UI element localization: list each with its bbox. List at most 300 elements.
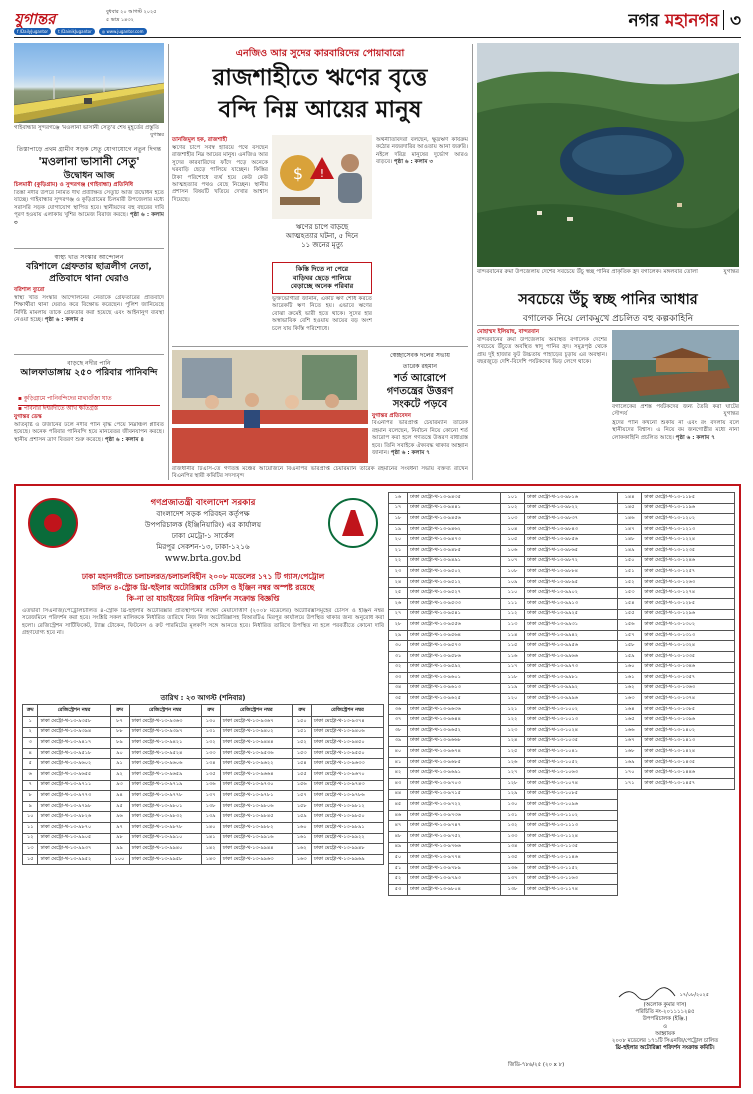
registration-cell: ঢাকা মেট্রো-থ-১৩-৯৮৯৫ <box>525 577 618 588</box>
serial-cell: ১৬২ <box>617 683 641 694</box>
serial-cell <box>617 863 641 874</box>
registration-cell: ঢাকা মেট্রো-থ-১৩-৯৭৪৭ <box>408 821 501 832</box>
bridge-kicker: তিস্তাপাড়ে প্রথম গ্রামীণ সড়ক সেতু যোগাযোগে নতুন দিগন্ত <box>16 146 162 153</box>
serial-cell: ১২৪ <box>500 736 524 747</box>
registration-cell: ঢাকা মেট্রো-থ-১৩-৯৭৮১ <box>220 791 292 802</box>
serial-cell: ৯২ <box>110 769 129 780</box>
lake-headline[interactable]: সবচেয়ে উঁচু স্বচ্ছ পানির আধার <box>518 292 698 308</box>
serial-cell: ১১১ <box>500 598 524 609</box>
serial-cell: ১০১ <box>500 493 524 504</box>
registration-cell: ঢাকা মেট্রো-থ-১৩-৯৭৮৯ <box>408 863 501 874</box>
serial-cell: ২৪ <box>389 577 408 588</box>
table-row <box>389 757 735 768</box>
registration-cell: ঢাকা মেট্রো-থ-১৩-৯৯১০ <box>129 833 201 844</box>
registration-cell: ঢাকা মেট্রো-থ-১৩-১১০২ <box>525 810 618 821</box>
table-row <box>389 662 735 673</box>
serial-cell <box>617 810 641 821</box>
registration-cell: ঢাকা মেট্রো-থ-১৩-৯৭৭৮ <box>129 791 201 802</box>
serial-cell: ১৬৯ <box>617 757 641 768</box>
registration-cell: ঢাকা মেট্রো-থ-১৩-৯৮৮৪ <box>525 567 618 578</box>
registration-cell: ঢাকা মেট্রো-থ-১৩-৯৭১১ <box>38 780 110 791</box>
table-row <box>389 630 735 641</box>
registration-cell: ঢাকা মেট্রো-থ-১৩-৯৭৩০ <box>220 780 292 791</box>
jump-link[interactable]: পৃষ্ঠা ৬ : কলাম ৪ <box>104 436 145 443</box>
serial-cell: ৮৮ <box>110 727 129 738</box>
registration-cell: ঢাকা মেট্রো-থ-১৩-৯৬২৫ <box>408 694 501 705</box>
registration-cell: ঢাকা মেট্রো-থ-১৩-৯৮৬৫ <box>525 545 618 556</box>
serial-cell: ১৫ <box>23 854 38 865</box>
registration-cell: ঢাকা মেট্রো-থ-১৩-৯৭৬৬ <box>408 842 501 853</box>
registration-cell: ঢাকা মেট্রো-থ-১৩-৯৭৯৮ <box>38 801 110 812</box>
table-row <box>23 854 384 865</box>
registration-cell: ঢাকা মেট্রো-থ-১৩-৯৮৭৮ <box>129 822 201 833</box>
registration-cell: ঢাকা মেট্রো-থ-১৩-৯৩৯৭ <box>129 727 201 738</box>
registration-cell: ঢাকা মেট্রো-থ-১৩-১০৪১ <box>525 747 618 758</box>
bridge-illustration <box>14 43 164 123</box>
brta-logo <box>328 498 378 548</box>
infobox-line1: ঋণের চাপে বাড়ছে <box>295 223 349 231</box>
serial-cell: ১৩৫ <box>201 769 220 780</box>
registration-cell: ঢাকা মেট্রো-থ-১৩-৯৯৫৮ <box>129 854 201 865</box>
facebook-link[interactable]: f /DailyJugantor <box>14 28 51 35</box>
bridge-body: তিস্তা নদীর উপরে নির্মিত দীর্ঘ প্রতীক্ষিত সেতুটি আজ উদ্বোধন হতে যাচ্ছে। গাইবান্ধার সুন্দরগঞ্জ ও কুড়িগ্রামের চিলমারী উপজেলার মধ্যে সরাসরি সড়ক যোগাযোগ স্থাপিত হবে। স্থানীয়দের বহু বছরের দাবি পূরণ হওয়ায় এলাকায় খুশির আমেজ বিরাজ করছে। পৃষ্ঠা ৬ : কলাম ৩ <box>14 190 164 226</box>
notice-right <box>388 492 735 1084</box>
serial-cell: ১৩৩ <box>201 748 220 759</box>
lake-caption: বান্দরবানের রুমা উপজেলায় দেশের সবচেয়ে উঁচু স্বচ্ছ পানির প্রাকৃতিক হ্রদ বগালেক। মঙ্গলবার তোলা যুগান্তর <box>477 269 739 275</box>
registration-cell: ঢাকা মেট্রো-থ-১৩-৯৯৪২ <box>525 630 618 641</box>
registration-cell: ঢাকা মেট্রো-থ-১৩-৯৮০৪ <box>408 884 501 895</box>
registration-cell: ঢাকা মেট্রো-থ-১৩-১১৬৩ <box>525 874 618 885</box>
registration-cell: ঢাকা মেট্রো-থ-১৩-১৩৭৪ <box>642 694 735 705</box>
serial-cell: ৯১ <box>110 759 129 770</box>
left-registration-table <box>22 704 384 865</box>
table-header-registration: রেজিস্ট্রেশন নম্বর <box>129 705 201 717</box>
serial-cell: ১৬০ <box>292 822 311 833</box>
registration-cell: ঢাকা মেট্রো-থ-১৩-৯৯৪০ <box>129 844 201 855</box>
registration-cell: ঢাকা মেট্রো-থ-১৩-৯৫৬৪ <box>408 630 501 641</box>
registration-cell: ঢাকা মেট্রো-থ-১৩-৯৭১৯ <box>129 780 201 791</box>
table-row <box>389 768 735 779</box>
serial-cell: ১৩২ <box>201 738 220 749</box>
registration-cell: ঢাকা মেট্রো-থ-১৩-৯৬৩৩ <box>311 759 383 770</box>
serial-cell: ১০৩ <box>500 514 524 525</box>
serial-cell: ৯ <box>23 801 38 812</box>
lake-byline: মোহাম্মদ ইলিয়াছ, বান্দরবান <box>477 329 540 335</box>
registration-cell: ঢাকা মেট্রো-থ-১৩-৯৮৫৬ <box>525 535 618 546</box>
serial-cell: ১৬১ <box>292 833 311 844</box>
serial-cell: ১৩ <box>23 844 38 855</box>
twitter-icon: t <box>58 29 61 34</box>
serial-cell: ১৫৪ <box>617 598 641 609</box>
table-row <box>389 747 735 758</box>
debt-infographic <box>272 135 372 257</box>
right-registration-table <box>388 492 735 896</box>
lake-photo <box>477 43 739 267</box>
health-kicker: স্বাস্থ্য খাত সংস্কার আন্দোলন <box>54 254 124 261</box>
serial-cell: ১৩০ <box>201 717 220 728</box>
notice-org2: বাংলাদেশ সড়ক পরিবহন কর্তৃপক্ষ <box>156 509 250 518</box>
registration-cell: ঢাকা মেট্রো-থ-১৩-৯৯২২ <box>311 833 383 844</box>
section-divider <box>723 10 725 30</box>
serial-cell: ১১৭ <box>500 662 524 673</box>
serial-cell: ১৫২ <box>292 738 311 749</box>
registration-cell: ঢাকা মেট্রো-থ-১৩-৯৭৯৩ <box>408 874 501 885</box>
flood-headline[interactable]: আলফাডাঙ্গায় ২৫০ পরিবার পানিবন্দি <box>20 367 158 378</box>
serial-cell: ১১০ <box>500 588 524 599</box>
table-row <box>389 884 735 895</box>
serial-cell: ১৩১ <box>201 727 220 738</box>
tarique-kicker-2: তারেক রহমান <box>402 363 438 370</box>
lead-headline-line1[interactable]: রাজশাহীতে ঋণের বৃত্তে <box>212 65 428 91</box>
registration-cell: ঢাকা মেট্রো-থ-১৩-৯৬৫৯ <box>129 769 201 780</box>
registration-cell: ঢাকা মেট্রো-থ-১৩-৯৯৪৮ <box>311 844 383 855</box>
table-row <box>389 641 735 652</box>
serial-cell: ১৪৬ <box>617 514 641 525</box>
serial-cell: ১৫২ <box>617 577 641 588</box>
registration-cell <box>642 884 735 895</box>
tarique-headline-1[interactable]: শর্ত আরোপে <box>394 373 446 384</box>
serial-cell: ৫২ <box>389 874 408 885</box>
serial-cell: ২৮ <box>389 620 408 631</box>
registration-cell: ঢাকা মেট্রো-থ-১৩-১০২৪ <box>525 726 618 737</box>
website-link[interactable]: ◎ www.jugantor.com <box>99 28 147 35</box>
serial-cell: ১৬৬ <box>617 726 641 737</box>
serial-cell: ৩৬ <box>389 704 408 715</box>
table-row <box>389 651 735 662</box>
serial-cell: ১৫০ <box>292 717 311 728</box>
serial-cell <box>617 874 641 885</box>
registration-cell: ঢাকা মেট্রো-থ-১৩-৯৭১৫ <box>408 789 501 800</box>
table-header-registration: রেজিস্ট্রেশন নম্বর <box>311 705 383 717</box>
registration-cell: ঢাকা মেট্রো-থ-১৩-৯৫০২ <box>408 567 501 578</box>
registration-cell: ঢাকা মেট্রো-থ-১৩-১২৭৪ <box>642 588 735 599</box>
registration-cell: ঢাকা মেট্রো-থ-১৩-১৪১৩ <box>642 736 735 747</box>
serial-cell: ২২ <box>389 556 408 567</box>
serial-cell: ১৩৮ <box>201 801 220 812</box>
registration-cell: ঢাকা মেট্রো-থ-১৩-১২২৪ <box>642 535 735 546</box>
lead-kicker: এনজিও আর সুদের কারবারিদের পোয়াবারো <box>235 48 405 59</box>
registration-cell: ঢাকা মেট্রো-থ-১৩-১৪২৪ <box>642 747 735 758</box>
serial-cell: ১৭১ <box>617 779 641 790</box>
serial-cell: ১৫৩ <box>292 748 311 759</box>
table-header-serial: ক্রম <box>23 705 38 717</box>
registration-cell: ঢাকা মেট্রো-থ-১৩-৯৪০৬ <box>311 727 383 738</box>
serial-cell: ৪২ <box>389 768 408 779</box>
registration-cell: ঢাকা মেট্রো-থ-১৩-৯৯৩৭ <box>38 844 110 855</box>
registration-cell: ঢাকা মেট্রো-থ-১৩-৯৫২৭ <box>408 588 501 599</box>
serial-cell: ১১৫ <box>500 641 524 652</box>
table-header-serial: ক্রম <box>292 705 311 717</box>
notice-website[interactable]: www.brta.gov.bd <box>164 554 242 564</box>
serial-cell: ২ <box>23 727 38 738</box>
serial-cell: ১৪২ <box>201 844 220 855</box>
serial-cell: ৪৪ <box>389 789 408 800</box>
registration-cell: ঢাকা মেট্রো-থ-১৩-৯৮০১ <box>129 801 201 812</box>
notice-org5: মিরপুর সেকশন-১৩, ঢাকা-১২১৬ <box>156 542 250 551</box>
registration-cell: ঢাকা মেট্রো-থ-১৩-১১৩৫ <box>525 842 618 853</box>
registration-cell: ঢাকা মেট্রো-থ-১৩-৯৮২২ <box>525 503 618 514</box>
serial-cell: ১১২ <box>500 609 524 620</box>
table-row <box>23 717 384 728</box>
registration-cell: ঢাকা মেট্রো-থ-১৩-১০৭৪ <box>525 779 618 790</box>
registration-cell: ঢাকা মেট্রো-থ-১৩-৯৫৩৬ <box>220 748 292 759</box>
twitter-link[interactable]: t /DainikJugantor <box>55 28 95 35</box>
table-row <box>389 620 735 631</box>
registration-cell: ঢাকা মেট্রো-থ-১৩-১৪৪৬ <box>642 768 735 779</box>
serial-cell: ১৩৯ <box>201 812 220 823</box>
serial-cell: ১৫৯ <box>292 812 311 823</box>
serial-cell: ১৪৫ <box>617 503 641 514</box>
meeting-caption: রাজধানীর টিএসি-তে গণতন্ত্র মঞ্চের আয়োজনে বিএনপির ভারপ্রাপ্ত চেয়ারম্যান তারেক রহমানের সংবর্ধনা সভায় বক্তব্য রাখেন বিএনপির স্থায়ী কমিটির সদস্যবৃন্দ <box>172 466 468 480</box>
registration-cell <box>642 810 735 821</box>
registration-cell: ঢাকা মেট্রো-থ-১৩-৯৫৮৬ <box>408 651 501 662</box>
lead-headline-line2[interactable]: বন্দি নিম্ন আয়ের মানুষ <box>218 97 422 123</box>
registration-cell: ঢাকা মেট্রো-থ-১৩-৯৭৭৩ <box>38 791 110 802</box>
table-row <box>389 853 735 864</box>
notice-left <box>22 492 384 1084</box>
serial-cell: ১৬৮ <box>617 747 641 758</box>
registration-cell: ঢাকা মেট্রো-থ-১৩-১১১৩ <box>525 821 618 832</box>
signer-block: (অলোক কুমার দাস) পরিচিতি নং-২০১১১১২৪৫ উপপরিচালক (ইঞ্জি.) ও আহ্বায়ক ২০০৮ মডেলের ১৭১টি সিএনজি/পেট্রোল চালিত থ্রি-হুইলার অটোরিক্সা পরিদর্শন সংক্রান্ত কমিটি। <box>611 1002 719 1052</box>
table-row <box>23 769 384 780</box>
registration-cell: ঢাকা মেট্রো-থ-১৩-৯৯১৬ <box>220 833 292 844</box>
serial-cell: ১৩৮ <box>500 884 524 895</box>
serial-cell: ৯৮ <box>110 833 129 844</box>
jump-link[interactable]: পৃষ্ঠা ৬ : কলাম ৩ <box>393 159 434 166</box>
lead-byline: তানজিমুল হক, রাজশাহী <box>172 137 228 143</box>
registration-cell: ঢাকা মেট্রো-থ-১৩-১২৩৫ <box>642 545 735 556</box>
newspaper-logo[interactable]: যুগান্তর <box>14 10 56 28</box>
serial-cell: ১১৪ <box>500 630 524 641</box>
serial-cell: ৮৯ <box>110 738 129 749</box>
serial-cell: ১৫৬ <box>617 620 641 631</box>
registration-cell: ঢাকা মেট্রো-থ-১৩-৯৮১৬ <box>525 493 618 504</box>
registration-cell: ঢাকা মেট্রো-থ-১৩-৯৭০৩ <box>408 779 501 790</box>
dfp-code: জিডি-৭৮৬/২৫ (২০ x ৮) <box>508 1062 565 1068</box>
flood-kicker: বাড়ছে নদীর পানি <box>67 360 111 367</box>
serial-cell: ১৩৪ <box>500 842 524 853</box>
serial-cell: ৮৭ <box>110 717 129 728</box>
table-row <box>389 493 735 504</box>
serial-cell: ১৬১ <box>617 673 641 684</box>
serial-cell: ১৫৫ <box>292 769 311 780</box>
notice-title-3: কি-না তা যাচাইয়ের নিমিত্ত পরিদর্শন সংক্রান্ত বিজ্ঞপ্তি <box>126 594 280 603</box>
serial-cell: ১০৮ <box>500 567 524 578</box>
health-headline[interactable]: বরিশালে গ্রেফতার ছাত্রলীগ নেতা, প্রতিবাদে থানা ঘেরাও <box>26 261 152 284</box>
registration-cell: ঢাকা মেট্রো-থ-১৩-১৩১৩ <box>642 630 735 641</box>
serial-cell: ১৫৩ <box>617 588 641 599</box>
tarique-headline-3[interactable]: সংকটে পড়বে <box>392 399 448 410</box>
registration-cell: ঢাকা মেট্রো-থ-১৩-৯৬১৩ <box>408 683 501 694</box>
registration-cell: ঢাকা মেট্রো-থ-১৩-৯৬২২ <box>220 759 292 770</box>
serial-cell: ১১৬ <box>500 651 524 662</box>
serial-cell: ৪০ <box>389 747 408 758</box>
table-row <box>23 748 384 759</box>
registration-cell: ঢাকা মেট্রো-থ-১৩-৯৫৯২ <box>408 662 501 673</box>
serial-cell: ৩৪ <box>389 683 408 694</box>
serial-cell: ৯৭ <box>110 822 129 833</box>
registration-cell: ঢাকা মেট্রো-থ-১৩-১৩৪৬ <box>642 662 735 673</box>
serial-cell: ১৩২ <box>500 821 524 832</box>
table-row <box>389 779 735 790</box>
serial-cell: ১৫৯ <box>617 651 641 662</box>
registration-cell: ঢাকা মেট্রো-থ-১৩-৯৫৪১ <box>408 609 501 620</box>
registration-cell: ঢাকা মেট্রো-থ-১৩-১৩৩৫ <box>642 651 735 662</box>
table-row <box>389 683 735 694</box>
lake-ghat-photo <box>612 330 739 402</box>
serial-cell: ৩ <box>23 738 38 749</box>
registration-cell: ঢাকা মেট্রো-থ-১৩-৯৬৮৫ <box>408 757 501 768</box>
registration-cell: ঢাকা মেট্রো-থ-১৩-১২৫৭ <box>642 567 735 578</box>
registration-cell <box>642 863 735 874</box>
serial-cell <box>617 789 641 800</box>
bridge-headline[interactable]: 'মওলানা ভাসানী সেতু' <box>38 155 140 168</box>
serial-cell: ৯৯ <box>110 844 129 855</box>
registration-cell: ঢাকা মেট্রো-থ-১৩-১১২৪ <box>525 832 618 843</box>
serial-cell: ১৬৩ <box>292 854 311 865</box>
serial-cell: ৯৪ <box>110 791 129 802</box>
table-row <box>23 727 384 738</box>
registration-cell: ঢাকা মেট্রো-থ-১৩-৯৬০২ <box>38 759 110 770</box>
divider <box>14 248 164 249</box>
registration-cell: ঢাকা মেট্রো-থ-১৩-৯৯৬৬ <box>525 651 618 662</box>
serial-cell: ১০৪ <box>500 524 524 535</box>
meeting-illustration <box>172 350 368 463</box>
registration-cell: ঢাকা মেট্রো-থ-১৩-৯৯৯৬ <box>525 694 618 705</box>
registration-cell: ঢাকা মেট্রো-থ-১৩-৯৮১২ <box>311 801 383 812</box>
ghat-illustration <box>612 330 739 402</box>
meeting-photo <box>172 350 368 463</box>
registration-cell <box>642 874 735 885</box>
table-row <box>23 759 384 770</box>
registration-cell: ঢাকা মেট্রো-থ-১৩-১২৯৬ <box>642 609 735 620</box>
registration-cell: ঢাকা মেট্রো-থ-১৩-৯৩৬৭ <box>220 717 292 728</box>
table-row <box>389 842 735 853</box>
table-row <box>389 514 735 525</box>
bridge-subhead: উদ্বোধন আজ <box>63 171 115 181</box>
registration-cell: ঢাকা মেট্রো-থ-১৩-৯৯১৩ <box>525 598 618 609</box>
serial-cell: ১২৬ <box>500 757 524 768</box>
registration-cell: ঢাকা মেট্রো-থ-১৩-৯৯৯২ <box>525 683 618 694</box>
serial-cell: ৫১ <box>389 863 408 874</box>
table-header-registration: রেজিস্ট্রেশন নম্বর <box>220 705 292 717</box>
serial-cell: ১৬২ <box>292 844 311 855</box>
tarique-headline-2[interactable]: গণতন্ত্রের উত্তরণ <box>386 386 454 397</box>
registration-cell: ঢাকা মেট্রো-থ-১৩-১২৮৫ <box>642 598 735 609</box>
jump-link[interactable]: পৃষ্ঠা ৬ : কলাম ৭ <box>675 434 715 441</box>
registration-cell: ঢাকা মেট্রো-থ-১৩-৯৪৫০ <box>311 738 383 749</box>
divider <box>14 354 164 355</box>
date-line-2: ৫ ভাদ্র ১৪৩২ <box>106 17 134 23</box>
registration-cell: ঢাকা মেট্রো-থ-১৩-১০১৩ <box>525 715 618 726</box>
jump-link[interactable]: পৃষ্ঠা ৬ : কলাম ৭ <box>390 450 430 457</box>
serial-cell: ২৩ <box>389 567 408 578</box>
table-row <box>389 588 735 599</box>
serial-cell: ১৫৭ <box>292 791 311 802</box>
registration-cell: ঢাকা মেট্রো-থ-১৩-৯৬৩৬ <box>408 704 501 715</box>
serial-cell: ১২৫ <box>500 747 524 758</box>
serial-cell <box>617 842 641 853</box>
serial-cell: ১১ <box>23 822 38 833</box>
registration-cell: ঢাকা মেট্রো-থ-১৩-১৩৬৩ <box>642 683 735 694</box>
registration-cell: ঢাকা মেট্রো-থ-১৩-৯৫২৪ <box>129 748 201 759</box>
registration-cell: ঢাকা মেট্রো-থ-১৩-৯৮৯১ <box>311 822 383 833</box>
registration-cell: ঢাকা মেট্রো-থ-১৩-৯৪৭৩ <box>408 535 501 546</box>
registration-cell: ঢাকা মেট্রো-থ-১৩-৯৪৬২ <box>408 524 501 535</box>
serial-cell: ৪৭ <box>389 821 408 832</box>
table-row <box>23 791 384 802</box>
registration-cell: ঢাকা মেট্রো-থ-১৩-১২১৩ <box>642 524 735 535</box>
registration-cell: ঢাকা মেট্রো-থ-১৩-১৪৩৫ <box>642 757 735 768</box>
registration-cell: ঢাকা মেট্রো-থ-১৩-১০৯৬ <box>525 800 618 811</box>
flood-byline: যুগান্তর ডেস্ক <box>14 414 42 420</box>
registration-cell <box>642 842 735 853</box>
serial-cell: ১০৭ <box>500 556 524 567</box>
serial-cell: ৩২ <box>389 662 408 673</box>
serial-cell: ৪৫ <box>389 800 408 811</box>
serial-cell: ৫ <box>23 759 38 770</box>
lake-body-2: হ্রদের পানি কখনো শুকায় না এবং রং বদলায় বলে স্থানীয়দের বিশ্বাস। এ নিয়ে বম জনগোষ্ঠীর মধ্যে নানা লোককাহিনি প্রচলিত আছে। পৃষ্ঠা ৬ : কলাম ৭ <box>612 420 739 441</box>
registration-cell: ঢাকা মেট্রো-থ-১৩-৯৯৫২ <box>38 854 110 865</box>
jump-link[interactable]: পৃষ্ঠা ৬ : কলাম ৩ <box>14 212 164 226</box>
lead-body-col2: ভুক্তভোগীরা জানান, একটি ঋণ শোধ করতে আরেকটি ঋণ নিতে হয়। এভাবে ঋণের বোঝা ক্রমেই ভারী হতে থাকে। সুদের হার অস্বাভাবিক বেশি হওয়ায় আয়ের বড় অংশ চলে যায় কিস্তি পরিশোধে। <box>272 296 372 332</box>
column-rule <box>472 44 473 480</box>
lake-illustration <box>477 43 739 267</box>
page-number: ৩ <box>729 11 741 31</box>
table-row <box>389 524 735 535</box>
table-row <box>389 736 735 747</box>
serial-cell <box>617 800 641 811</box>
table-row <box>389 863 735 874</box>
serial-cell: ১৫১ <box>617 567 641 578</box>
tarique-body: বিএনপির ভারপ্রাপ্ত চেয়ারম্যান তারেক রহমান বলেছেন, নির্বাচন নিয়ে কোনো শর্ত আরোপ করা হলে গণতন্ত্রে উত্তরণ বাধাগ্রস্ত হবে। তিনি সবাইকে ঐক্যবদ্ধ থাকার আহ্বান জানান। পৃষ্ঠা ৬ : কলাম ৭ <box>372 420 468 457</box>
registration-cell: ঢাকা মেট্রো-থ-১৩-৯৮৮২ <box>220 822 292 833</box>
registration-cell: ঢাকা মেট্রো-থ-১৩-৯৬৯১ <box>408 768 501 779</box>
table-row <box>389 715 735 726</box>
registration-cell: ঢাকা মেট্রো-থ-১৩-১০৬৩ <box>525 768 618 779</box>
registration-cell: ঢাকা মেট্রো-থ-১৩-৯৮৪৫ <box>220 812 292 823</box>
serial-cell: ১৩৪ <box>201 759 220 770</box>
registration-cell: ঢাকা মেট্রো-থ-১৩-১৩২৪ <box>642 641 735 652</box>
registration-cell: ঢাকা মেট্রো-থ-১৩-১৩৫৭ <box>642 673 735 684</box>
table-row <box>23 822 384 833</box>
registration-cell: ঢাকা মেট্রো-থ-১৩-১১৭৪ <box>525 884 618 895</box>
emblem-icon <box>44 514 62 532</box>
table-row <box>389 800 735 811</box>
serial-cell: ৪৩ <box>389 779 408 790</box>
serial-cell: ৩০ <box>389 641 408 652</box>
serial-cell: ১০৯ <box>500 577 524 588</box>
serial-cell: ১২১ <box>500 704 524 715</box>
registration-cell: ঢাকা মেট্রো-থ-১৩-৯৭৩৬ <box>408 810 501 821</box>
serial-cell: ২৯ <box>389 630 408 641</box>
registration-cell: ঢাকা মেট্রো-থ-১৩-৯৩৯৪ <box>38 727 110 738</box>
serial-cell <box>617 821 641 832</box>
serial-cell: ৪৯ <box>389 842 408 853</box>
serial-cell: ১৫৮ <box>292 801 311 812</box>
section-title: নগর মহানগর <box>628 11 719 31</box>
registration-cell: ঢাকা মেট্রো-থ-১৩-১০৫২ <box>525 757 618 768</box>
serial-cell: ১ <box>23 717 38 728</box>
jump-link[interactable]: পৃষ্ঠা ৬ : কলাম ৫ <box>44 317 84 324</box>
registration-cell: ঢাকা মেট্রো-থ-১৩-৯৪৪১ <box>408 503 501 514</box>
registration-cell: ঢাকা মেট্রো-থ-১৩-৯৬৫২ <box>408 726 501 737</box>
table-row <box>389 821 735 832</box>
table-row <box>389 556 735 567</box>
registration-cell: ঢাকা মেট্রো-থ-১৩-৯৪০২ <box>220 727 292 738</box>
bullet-icon: ▪ <box>18 406 24 412</box>
registration-cell: ঢাকা মেট্রো-থ-১৩-৯৯২৫ <box>525 609 618 620</box>
